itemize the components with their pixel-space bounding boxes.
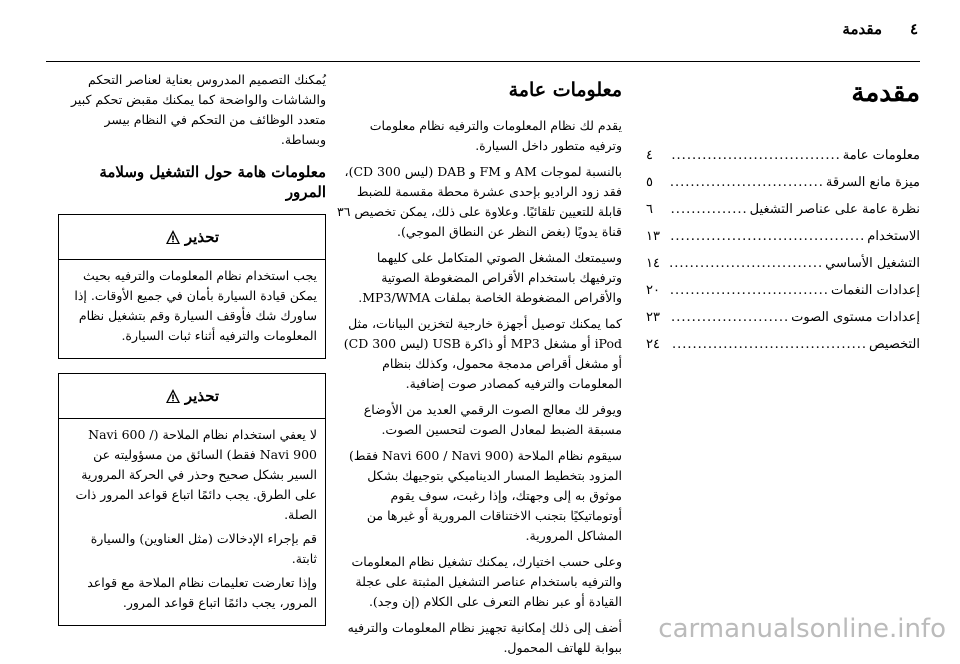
body-paragraph: وسيمتعك المشغل الصوتي المتكامل على كليهما وترفيهك باستخدام الأقراص المضغوطة الصوتية والأقراص المضغوطة الخاصة بملفات MP3/WMA. [358,250,622,305]
toc-item[interactable]: معلومات عامة ..... ٤ [646,148,920,175]
warning-triangle-icon [165,229,181,245]
page-number: ٤ [909,20,918,38]
warning-text: وإذا تعارضت تعليمات نظام الملاحة مع قواعد المرور، يجب دائمًا اتباع قواعد المرور. [87,575,317,610]
body-paragraph: وعلى حسب اختيارك، يمكنك تشغيل نظام المعلومات والترفيه باستخدام عناصر التشغيل المثبتة على عجلة القيادة أو عبر نظام التعرف على الكلام (إن وجد). [351,554,622,609]
warning-text: قم بإجراء الإدخالات (مثل العناوين) والسيارة ثابتة. [90,531,317,566]
warning-box [58,373,326,626]
watermark-text: carmanualsonline.info [658,614,946,644]
warning-header [59,215,325,260]
safety-column [58,70,326,640]
warning-text: يجب استخدام نظام المعلومات والترفيه بحيث يمكن قيادة السيارة بأمان في جميع الأوقات. إذا ساورك شك فأوقف السيارة وقم بتشغيل نظام المعلومات والترفيه أثناء ثبات السيارة. [74,268,317,343]
running-title: مقدمة [842,20,882,38]
body-paragraph: كما يمكنك توصيل أجهزة خارجية لتخزين البيانات، مثل iPod أو مشغل MP3 أو ذاكرة USB (ليس CD 300) أو مشغل أقراص مدمجة محمول، وكذلك بنظام المعلومات والترفيه كمصادر صوت إضافية. [343,316,622,391]
toc-heading: مقدمة [851,78,920,108]
warning-text: لا يعفي استخدام نظام الملاحة (Navi 600 / Navi 900 فقط) السائق من مسؤوليته عن السير بشكل صحيح وحذر في الحركة المرورية على الطرق. يجب دائمًا اتباع قواعد المرور ذات الصلة. [75,427,317,522]
toc-item[interactable]: التشغيل الأساسي ..... ١٤ [646,256,920,283]
warning-title: تحذير [184,228,220,246]
toc-item[interactable]: نظرة عامة على عناصر التشغيل ..... ٦ [646,202,920,229]
warning-body [59,419,325,625]
warning-body [59,260,325,358]
toc-item[interactable]: التخصيص ..... ٢٤ [646,337,920,364]
body-paragraph: ويوفر لك معالج الصوت الرقمي العديد من الأوضاع مسبقة الضبط لمعادل الصوت لتحسين الصوت. [363,402,622,437]
warning-header [59,374,325,419]
intro-paragraph: يُمكنك التصميم المدروس بعناية لعناصر التحكم والشاشات والواضحة كما يمكنك مقبض تحكم كبير متعدد الوظائف من التحكم في النظام بيسر وبساطة. [71,72,326,147]
body-paragraph: يقدم لك نظام المعلومات والترفيه نظام معلومات وترفيه متطور داخل السيارة. [369,118,622,153]
header-rule [46,61,920,62]
warning-title: تحذير [184,387,220,405]
body-paragraph: أضف إلى ذلك إمكانية تجهيز نظام المعلومات والترفيه ببوابة للهاتف المحمول. [347,620,622,655]
toc-column [646,78,920,364]
body-paragraph: بالنسبة لموجات AM و FM و DAB (ليس CD 300)، فقد زود الراديو بإحدى عشرة محطة مقسمة للضبط قابلة للتعيين تلقائيًا. وعلاوة على ذلك، يمكن تخصيص ٣٦ قناة يدويًا (بغض النظر عن النطاق الموجي). [336,164,622,239]
toc-item[interactable]: الاستخدام ..... ١٣ [646,229,920,256]
toc-item[interactable]: إعدادات مستوى الصوت ..... ٢٣ [646,310,920,337]
toc-item[interactable]: ميزة مانع السرقة ..... ٥ [646,175,920,202]
safety-heading: معلومات هامة حول التشغيل وسلامة المرور [99,163,326,201]
watermark [0,614,960,642]
toc-list [646,148,920,364]
page-header [0,0,960,56]
body-paragraph: سيقوم نظام الملاحة (Navi 600 / Navi 900 فقط) المزود بتخطيط المسار الديناميكي بتوجيهك بشكل موثوق به إلى وجهتك، وإذا رغبت، سوف يقوم أوتوماتيكيًا بتجنب الاختناقات المرورية أو غيرها من المشاكل المرورية. [349,448,622,543]
warning-box [58,214,326,359]
general-info-heading: معلومات عامة [508,79,622,101]
toc-item[interactable]: إعدادات النغمات ..... ٢٠ [646,283,920,310]
warning-triangle-icon [165,388,181,404]
general-info-column [336,78,622,664]
